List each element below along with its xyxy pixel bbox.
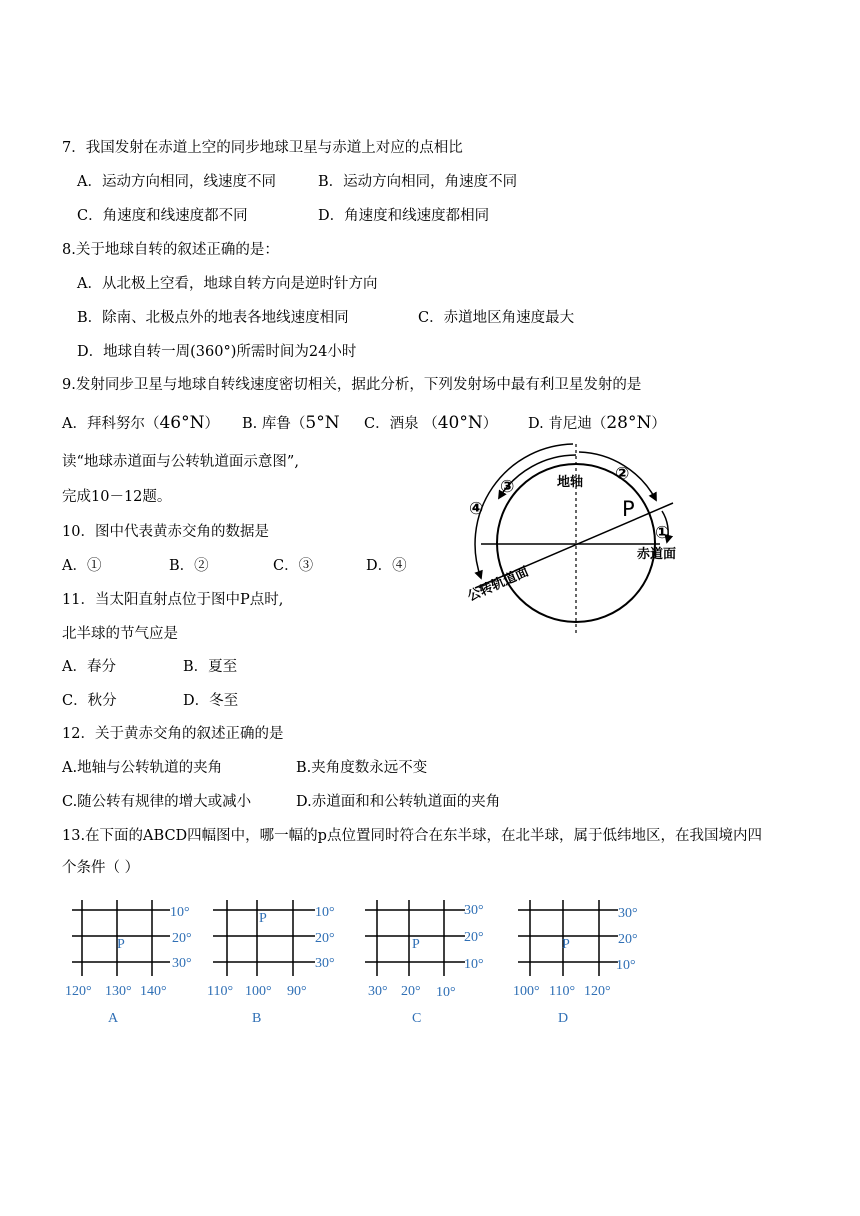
- grid-c-lat-1: 30°: [464, 903, 484, 918]
- q8-option-d: D．地球自转一周(360°)所需时间为24小时: [77, 344, 357, 360]
- grid-a: [60, 896, 210, 1006]
- grid-d-p: P: [562, 937, 570, 952]
- q9-option-c: [364, 413, 497, 434]
- q11-stem-2: 北半球的节气应是: [62, 626, 178, 642]
- grid-a-lat-2: 20°: [172, 931, 192, 946]
- q10-option-c: C．③: [273, 558, 314, 574]
- q9-option-d: [528, 413, 666, 434]
- q9-b-prefix: B. 库鲁（: [242, 416, 306, 432]
- grid-b: [205, 896, 355, 1006]
- grid-c-lon-3: 10°: [436, 985, 456, 1000]
- grid-c: [357, 896, 507, 1006]
- marker-4: ④: [469, 499, 484, 519]
- q10-option-b: B．②: [169, 558, 209, 574]
- q11-stem: 11．当太阳直射点位于图中P点时,: [62, 592, 284, 608]
- grid-b-lat-2: 20°: [315, 931, 335, 946]
- q9-d-lat: 28°N: [606, 413, 652, 433]
- grid-d-lat-2: 20°: [618, 932, 638, 947]
- grid-a-lat-1: 10°: [170, 905, 190, 920]
- q8-option-c: C．赤道地区角速度最大: [418, 310, 575, 326]
- q13-stem: 13.在下面的ABCD四幅图中，哪一幅的p点位置同时符合在东半球，在北半球，属于低纬地区，在我国境内四: [62, 828, 762, 844]
- q8-stem: 8.关于地球自转的叙述正确的是：: [62, 242, 279, 258]
- grid-b-letter: B: [252, 1011, 262, 1026]
- grid-d-letter: D: [558, 1011, 569, 1026]
- grid-b-p: P: [259, 911, 267, 926]
- q7-stem: 7．我国发射在赤道上空的同步地球卫星与赤道上对应的点相比: [62, 140, 463, 156]
- grid-b-lon-2: 100°: [245, 984, 272, 999]
- grid-d-lat-1: 30°: [618, 906, 638, 921]
- q13-stem-2: 个条件（ ）: [62, 860, 140, 876]
- q12-option-c: C.随公转有规律的增大或减小: [62, 794, 252, 810]
- grid-c-p: P: [412, 937, 420, 952]
- q11-option-c: C．秋分: [62, 693, 117, 709]
- grid-d-lon-1: 100°: [513, 984, 540, 999]
- grid-d: [508, 896, 658, 1006]
- grid-c-lat-2: 20°: [464, 930, 484, 945]
- q11-option-d: D．冬至: [183, 693, 239, 709]
- grid-a-lon-3: 140°: [140, 984, 167, 999]
- q9-c-prefix: C．酒泉 （: [364, 416, 438, 432]
- orbit-diagram: [455, 440, 695, 640]
- q9-b-lat: 5°N: [305, 413, 340, 433]
- grid-b-lat-3: 30°: [315, 956, 335, 971]
- q9-a-lat: 46°N: [159, 413, 205, 433]
- grid-c-lon-1: 30°: [368, 984, 388, 999]
- equator-label: 赤道面: [637, 547, 677, 562]
- marker-3: ③: [500, 477, 515, 497]
- marker-2: ②: [615, 464, 630, 484]
- q10-stem: 10．图中代表黄赤交角的数据是: [62, 524, 269, 540]
- grid-c-lat-3: 10°: [464, 957, 484, 972]
- q10-option-a: A．①: [62, 558, 102, 574]
- grid-a-lat-3: 30°: [172, 956, 192, 971]
- q12-option-d: D.赤道面和和公转轨道面的夹角: [296, 794, 501, 810]
- q9-option-a: [62, 413, 219, 434]
- marker-1: ①: [655, 523, 670, 543]
- grid-d-lat-3: 10°: [616, 958, 636, 973]
- grid-a-lon-2: 130°: [105, 984, 132, 999]
- q7-option-d: D．角速度和线速度都相同: [318, 208, 490, 224]
- q8-option-b: B．除南、北极点外的地表各地线速度相同: [77, 310, 349, 326]
- q11-option-a: A．春分: [62, 659, 116, 675]
- grid-b-lon-1: 110°: [207, 984, 234, 999]
- q9-a-prefix: A．拜科努尔（: [62, 416, 160, 432]
- q9-stem: 9.发射同步卫星与地球自转线速度密切相关，据此分析，下列发射场中最有利卫星发射的是: [62, 377, 642, 393]
- q9-c-lat: 40°N: [437, 413, 483, 433]
- q7-option-c: C．角速度和线速度都不同: [77, 208, 248, 224]
- axis-label: 地轴: [557, 475, 584, 490]
- grid-d-lon-2: 110°: [549, 984, 576, 999]
- q10-option-d: D．④: [366, 558, 407, 574]
- point-p-label: P: [622, 497, 635, 521]
- grid-c-lon-2: 20°: [401, 984, 421, 999]
- grid-a-lon-1: 120°: [65, 984, 92, 999]
- q9-option-b: [242, 413, 340, 434]
- grid-b-lat-1: 10°: [315, 905, 335, 920]
- q7-option-b: B．运动方向相同，角速度不同: [318, 174, 518, 190]
- q8-option-a: A．从北极上空看，地球自转方向是逆时针方向: [77, 276, 378, 292]
- grid-a-letter: A: [108, 1011, 119, 1026]
- grid-c-letter: C: [412, 1011, 422, 1026]
- intro-line-1: 读“地球赤道面与公转轨道面示意图”,: [62, 454, 299, 470]
- q9-a-suffix: ）: [204, 416, 219, 432]
- q7-option-a: A．运动方向相同，线速度不同: [77, 174, 276, 190]
- q11-option-b: B．夏至: [183, 659, 238, 675]
- q12-stem: 12．关于黄赤交角的叙述正确的是: [62, 726, 284, 742]
- q12-option-a: A.地轴与公转轨道的夹角: [62, 760, 223, 776]
- orbit-plane-label: 公转轨道面: [465, 564, 532, 605]
- q9-d-suffix: ）: [651, 416, 666, 432]
- q9-d-prefix: D. 肯尼迪（: [528, 416, 607, 432]
- grid-a-p: P: [117, 937, 125, 952]
- arc-4: [475, 444, 573, 578]
- intro-line-2: 完成10－12题。: [62, 489, 172, 505]
- q12-option-b: B.夹角度数永远不变: [296, 760, 428, 776]
- q9-c-suffix: ）: [482, 416, 498, 432]
- grid-d-lon-3: 120°: [584, 984, 611, 999]
- grid-b-lon-3: 90°: [287, 984, 307, 999]
